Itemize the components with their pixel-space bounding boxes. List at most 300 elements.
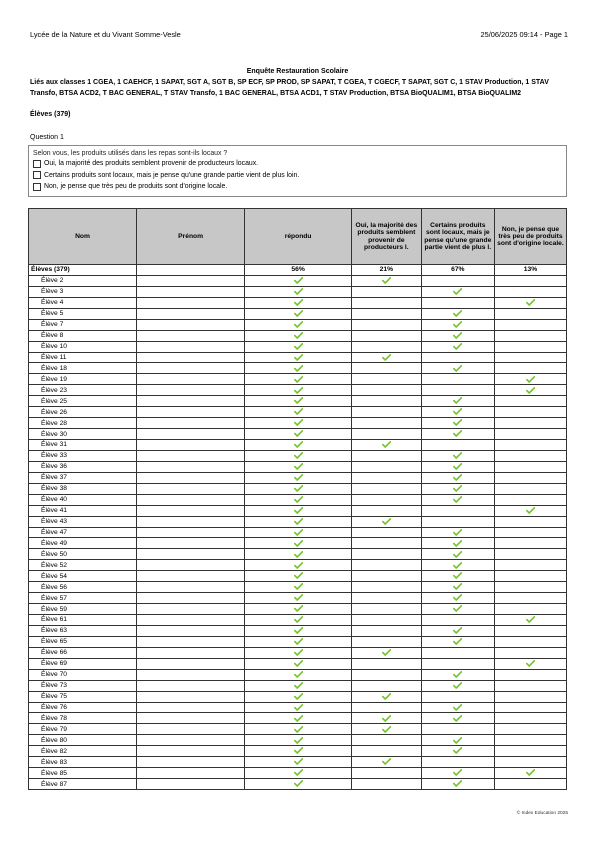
student-name: Élève 69: [29, 658, 137, 669]
repondu-cell: [245, 735, 352, 746]
student-prenom: [137, 636, 245, 647]
answer-3-cell: [494, 297, 566, 308]
survey-title: Enquête Restauration Scolaire: [246, 68, 349, 75]
answer-3-cell: [494, 308, 566, 319]
student-name: Élève 43: [29, 516, 137, 527]
answer-2-cell: [421, 472, 494, 483]
answer-1-cell: [352, 286, 422, 297]
answer-2-cell: [421, 396, 494, 407]
table-row: [29, 658, 567, 669]
student-name: Élève 3: [29, 286, 137, 297]
table-row: [29, 461, 567, 472]
table-row: [29, 483, 567, 494]
table-row: [29, 779, 567, 790]
checkmark-icon: [453, 715, 462, 722]
checkmark-icon: [453, 365, 462, 372]
answer-3-cell: [494, 647, 566, 658]
student-name: Élève 4: [29, 297, 137, 308]
checkmark-icon: [294, 321, 303, 328]
table-row: [29, 450, 567, 461]
answer-2-cell: [421, 746, 494, 757]
student-prenom: [137, 779, 245, 790]
answer-1-cell: [352, 319, 422, 330]
repondu-cell: [245, 779, 352, 790]
student-name: Élève 5: [29, 308, 137, 319]
table-row: [29, 472, 567, 483]
answer-3-cell: [494, 549, 566, 560]
student-prenom: [137, 450, 245, 461]
checkmark-icon: [294, 660, 303, 667]
answer-2-cell: [421, 527, 494, 538]
student-name: Élève 70: [29, 669, 137, 680]
repondu-cell: [245, 297, 352, 308]
table-row: [29, 702, 567, 713]
answer-1-cell: [352, 593, 422, 604]
answer-3-cell: [494, 713, 566, 724]
checkmark-icon: [294, 747, 303, 754]
checkmark-icon: [294, 638, 303, 645]
answer-1-cell: [352, 352, 422, 363]
student-name: Élève 23: [29, 385, 137, 396]
checkmark-icon: [294, 288, 303, 295]
student-prenom: [137, 702, 245, 713]
table-row: [29, 691, 567, 702]
answer-1-cell: [352, 713, 422, 724]
student-name: Élève 54: [29, 571, 137, 582]
student-prenom: [137, 757, 245, 768]
option-3: [33, 181, 562, 193]
answer-1-cell: [352, 582, 422, 593]
answer-1-cell: [352, 549, 422, 560]
student-prenom: [137, 615, 245, 626]
table-header: [29, 209, 567, 265]
answer-1-cell: [352, 746, 422, 757]
answer-2-cell: [421, 275, 494, 286]
answer-2-cell: [421, 571, 494, 582]
student-prenom: [137, 582, 245, 593]
repondu-cell: [245, 385, 352, 396]
student-name: Élève 7: [29, 319, 137, 330]
answer-1-cell: [352, 297, 422, 308]
checkmark-icon: [382, 441, 391, 448]
student-name: Élève 30: [29, 429, 137, 440]
answer-1-cell: [352, 647, 422, 658]
checkmark-icon: [382, 693, 391, 700]
repondu-cell: [245, 768, 352, 779]
table-row: [29, 352, 567, 363]
table-row: [29, 275, 567, 286]
checkmark-icon: [294, 452, 303, 459]
student-prenom: [137, 625, 245, 636]
answer-2-cell: [421, 625, 494, 636]
answer-3-cell: [494, 680, 566, 691]
table-row: [29, 308, 567, 319]
summary-name: Élèves (379): [29, 265, 137, 276]
answer-2-cell: [421, 363, 494, 374]
checkmark-icon: [294, 299, 303, 306]
student-prenom: [137, 746, 245, 757]
option-1: [33, 158, 562, 170]
checkmark-icon: [294, 474, 303, 481]
answer-1-cell: [352, 516, 422, 527]
checkmark-icon: [453, 551, 462, 558]
checkmark-icon: [294, 572, 303, 579]
answer-2-cell: [421, 308, 494, 319]
repondu-cell: [245, 549, 352, 560]
answer-1-cell: [352, 669, 422, 680]
checkmark-icon: [382, 758, 391, 765]
answer-1-cell: [352, 374, 422, 385]
answer-2-cell: [421, 297, 494, 308]
answer-1-cell: [352, 615, 422, 626]
student-name: Élève 59: [29, 604, 137, 615]
answer-3-cell: [494, 319, 566, 330]
summary-answer-3: 13%: [494, 265, 566, 276]
repondu-cell: [245, 352, 352, 363]
student-prenom: [137, 341, 245, 352]
student-name: Élève 56: [29, 582, 137, 593]
repondu-cell: [245, 757, 352, 768]
checkmark-icon: [453, 747, 462, 754]
checkmark-icon: [453, 540, 462, 547]
table-row: [29, 407, 567, 418]
answer-2-cell: [421, 538, 494, 549]
answer-3-cell: [494, 691, 566, 702]
checkmark-icon: [453, 594, 462, 601]
answer-1-cell: [352, 571, 422, 582]
repondu-cell: [245, 691, 352, 702]
student-prenom: [137, 724, 245, 735]
student-prenom: [137, 319, 245, 330]
student-prenom: [137, 538, 245, 549]
repondu-cell: [245, 647, 352, 658]
student-name: Élève 19: [29, 374, 137, 385]
answer-3-cell: [494, 779, 566, 790]
checkmark-icon: [453, 671, 462, 678]
repondu-cell: [245, 516, 352, 527]
answer-2-cell: [421, 440, 494, 451]
student-prenom: [137, 593, 245, 604]
student-prenom: [137, 527, 245, 538]
student-name: Élève 49: [29, 538, 137, 549]
student-prenom: [137, 604, 245, 615]
col-nom: Nom: [29, 209, 137, 265]
answer-2-cell: [421, 560, 494, 571]
repondu-cell: [245, 615, 352, 626]
col-answer-3: Non, je pense que très peu de produits sont d'origine locale.: [494, 209, 566, 265]
checkmark-icon: [526, 769, 535, 776]
date-page: 25/06/2025 09:14 - Page 1: [480, 30, 568, 39]
answer-2-cell: [421, 757, 494, 768]
student-prenom: [137, 374, 245, 385]
checkmark-icon: [294, 780, 303, 787]
checkmark-icon: [294, 419, 303, 426]
answer-2-cell: [421, 429, 494, 440]
question-label: Question 1: [30, 134, 64, 141]
checkmark-icon: [294, 463, 303, 470]
repondu-cell: [245, 560, 352, 571]
summary-row: [29, 265, 567, 276]
student-name: Élève 83: [29, 757, 137, 768]
col-repondu: répondu: [245, 209, 352, 265]
answer-1-cell: [352, 483, 422, 494]
repondu-cell: [245, 538, 352, 549]
student-prenom: [137, 735, 245, 746]
student-prenom: [137, 658, 245, 669]
student-name: Élève 41: [29, 505, 137, 516]
checkmark-icon: [294, 769, 303, 776]
table-row: [29, 560, 567, 571]
answer-2-cell: [421, 374, 494, 385]
answer-3-cell: [494, 352, 566, 363]
student-prenom: [137, 286, 245, 297]
col-answer-2: Certains produits sont locaux, mais je pense qu'une grande partie vient de plus l.: [421, 209, 494, 265]
summary-repondu: 56%: [245, 265, 352, 276]
checkmark-icon: [294, 430, 303, 437]
student-prenom: [137, 330, 245, 341]
checkmark-icon: [382, 354, 391, 361]
answer-2-cell: [421, 385, 494, 396]
answer-3-cell: [494, 516, 566, 527]
answer-1-cell: [352, 658, 422, 669]
checkmark-icon: [294, 682, 303, 689]
student-name: Élève 61: [29, 615, 137, 626]
checkmark-icon: [453, 430, 462, 437]
student-name: Élève 33: [29, 450, 137, 461]
checkmark-icon: [453, 704, 462, 711]
answer-2-cell: [421, 724, 494, 735]
checkmark-icon: [294, 518, 303, 525]
answer-3-cell: [494, 625, 566, 636]
table-row: [29, 582, 567, 593]
answer-1-cell: [352, 560, 422, 571]
answer-2-cell: [421, 549, 494, 560]
answer-2-cell: [421, 713, 494, 724]
table-row: [29, 297, 567, 308]
answer-3-cell: [494, 461, 566, 472]
student-name: Élève 85: [29, 768, 137, 779]
student-prenom: [137, 385, 245, 396]
checkmark-icon: [382, 726, 391, 733]
answer-3-cell: [494, 615, 566, 626]
repondu-cell: [245, 582, 352, 593]
checkmark-icon: [453, 737, 462, 744]
answer-1-cell: [352, 418, 422, 429]
repondu-cell: [245, 571, 352, 582]
table-row: [29, 516, 567, 527]
table-row: [29, 625, 567, 636]
student-name: Élève 25: [29, 396, 137, 407]
answer-2-cell: [421, 615, 494, 626]
checkmark-icon: [294, 387, 303, 394]
checkmark-icon: [453, 310, 462, 317]
answer-3-cell: [494, 604, 566, 615]
table-row: [29, 549, 567, 560]
table-row: [29, 286, 567, 297]
answer-3-cell: [494, 505, 566, 516]
checkmark-icon: [294, 562, 303, 569]
student-prenom: [137, 691, 245, 702]
question-box: [28, 145, 567, 197]
checkmark-icon: [526, 387, 535, 394]
table-row: [29, 571, 567, 582]
checkmark-icon: [453, 780, 462, 787]
answer-1-cell: [352, 461, 422, 472]
table-row: [29, 429, 567, 440]
answer-1-cell: [352, 308, 422, 319]
student-name: Élève 36: [29, 461, 137, 472]
checkmark-icon: [453, 583, 462, 590]
checkbox-icon: [33, 183, 41, 191]
answer-3-cell: [494, 450, 566, 461]
repondu-cell: [245, 461, 352, 472]
answer-1-cell: [352, 779, 422, 790]
table-row: [29, 341, 567, 352]
table-row: [29, 494, 567, 505]
repondu-cell: [245, 396, 352, 407]
repondu-cell: [245, 494, 352, 505]
checkmark-icon: [294, 627, 303, 634]
checkmark-icon: [453, 496, 462, 503]
repondu-cell: [245, 341, 352, 352]
col-prenom: Prénom: [137, 209, 245, 265]
checkmark-icon: [294, 485, 303, 492]
option-2: [33, 170, 562, 182]
checkmark-icon: [526, 376, 535, 383]
checkmark-icon: [294, 605, 303, 612]
student-prenom: [137, 680, 245, 691]
summary-answer-2: 67%: [421, 265, 494, 276]
answer-3-cell: [494, 472, 566, 483]
answer-3-cell: [494, 735, 566, 746]
col-answer-1: Oui, la majorité des produits semblent provenir de producteurs l.: [352, 209, 422, 265]
answer-1-cell: [352, 450, 422, 461]
checkmark-icon: [294, 671, 303, 678]
repondu-cell: [245, 593, 352, 604]
repondu-cell: [245, 636, 352, 647]
student-prenom: [137, 352, 245, 363]
student-name: Élève 50: [29, 549, 137, 560]
student-prenom: [137, 549, 245, 560]
answer-1-cell: [352, 330, 422, 341]
repondu-cell: [245, 702, 352, 713]
checkmark-icon: [453, 485, 462, 492]
student-prenom: [137, 396, 245, 407]
checkmark-icon: [294, 726, 303, 733]
student-prenom: [137, 494, 245, 505]
checkmark-icon: [453, 332, 462, 339]
answer-2-cell: [421, 319, 494, 330]
student-prenom: [137, 669, 245, 680]
repondu-cell: [245, 407, 352, 418]
checkmark-icon: [294, 496, 303, 503]
answer-3-cell: [494, 636, 566, 647]
repondu-cell: [245, 308, 352, 319]
student-prenom: [137, 713, 245, 724]
table-row: [29, 527, 567, 538]
table-row: [29, 385, 567, 396]
checkmark-icon: [294, 540, 303, 547]
checkmark-icon: [453, 474, 462, 481]
answer-1-cell: [352, 429, 422, 440]
answer-3-cell: [494, 396, 566, 407]
student-prenom: [137, 429, 245, 440]
repondu-cell: [245, 429, 352, 440]
summary-answer-1: 21%: [352, 265, 422, 276]
checkmark-icon: [526, 507, 535, 514]
checkmark-icon: [453, 638, 462, 645]
table-row: [29, 746, 567, 757]
student-name: Élève 57: [29, 593, 137, 604]
answer-3-cell: [494, 374, 566, 385]
student-name: Élève 73: [29, 680, 137, 691]
answer-1-cell: [352, 702, 422, 713]
summary-prenom: [137, 265, 245, 276]
repondu-cell: [245, 374, 352, 385]
answer-1-cell: [352, 691, 422, 702]
repondu-cell: [245, 724, 352, 735]
answer-3-cell: [494, 385, 566, 396]
checkmark-icon: [294, 715, 303, 722]
repondu-cell: [245, 680, 352, 691]
table-row: [29, 735, 567, 746]
repondu-cell: [245, 319, 352, 330]
student-name: Élève 80: [29, 735, 137, 746]
answer-3-cell: [494, 527, 566, 538]
table-row: [29, 330, 567, 341]
answer-3-cell: [494, 286, 566, 297]
table-row: [29, 396, 567, 407]
student-name: Élève 76: [29, 702, 137, 713]
student-prenom: [137, 461, 245, 472]
answer-2-cell: [421, 691, 494, 702]
student-prenom: [137, 560, 245, 571]
results-table: [28, 208, 567, 790]
repondu-cell: [245, 527, 352, 538]
checkmark-icon: [294, 310, 303, 317]
repondu-cell: [245, 746, 352, 757]
table-row: [29, 680, 567, 691]
student-name: Élève 78: [29, 713, 137, 724]
answer-3-cell: [494, 407, 566, 418]
table-row: [29, 713, 567, 724]
linked-classes: Liés aux classes 1 CGEA, 1 CAEHCF, 1 SAPAT, SGT A, SGT B, SP ECF, SP PROD, SP SAPAT, T CGEA, T CGECF, T SAPAT, SGT C, 1 STAV Production, 1 STAV Transfo, BTSA ACD2, T BAC GENERAL, T STAV Transfo, 1 BAC GENERAL, BTSA ACD1, T STAV Production, BTSA BioQUALIM1, BTSA BioQUALIM2: [30, 79, 549, 97]
student-name: Élève 66: [29, 647, 137, 658]
student-prenom: [137, 297, 245, 308]
checkmark-icon: [294, 758, 303, 765]
answer-1-cell: [352, 768, 422, 779]
checkmark-icon: [453, 769, 462, 776]
checkmark-icon: [294, 397, 303, 404]
student-name: Élève 75: [29, 691, 137, 702]
table-row: [29, 768, 567, 779]
answer-2-cell: [421, 768, 494, 779]
answer-2-cell: [421, 636, 494, 647]
student-name: Élève 40: [29, 494, 137, 505]
answer-3-cell: [494, 330, 566, 341]
repondu-cell: [245, 658, 352, 669]
repondu-cell: [245, 472, 352, 483]
checkmark-icon: [382, 649, 391, 656]
checkmark-icon: [294, 737, 303, 744]
checkmark-icon: [294, 529, 303, 536]
table-row: [29, 636, 567, 647]
answer-3-cell: [494, 538, 566, 549]
answer-3-cell: [494, 669, 566, 680]
checkmark-icon: [294, 594, 303, 601]
answer-1-cell: [352, 757, 422, 768]
question-text: Selon vous, les produits utilisés dans les repas sont-ils locaux ?: [33, 150, 228, 157]
